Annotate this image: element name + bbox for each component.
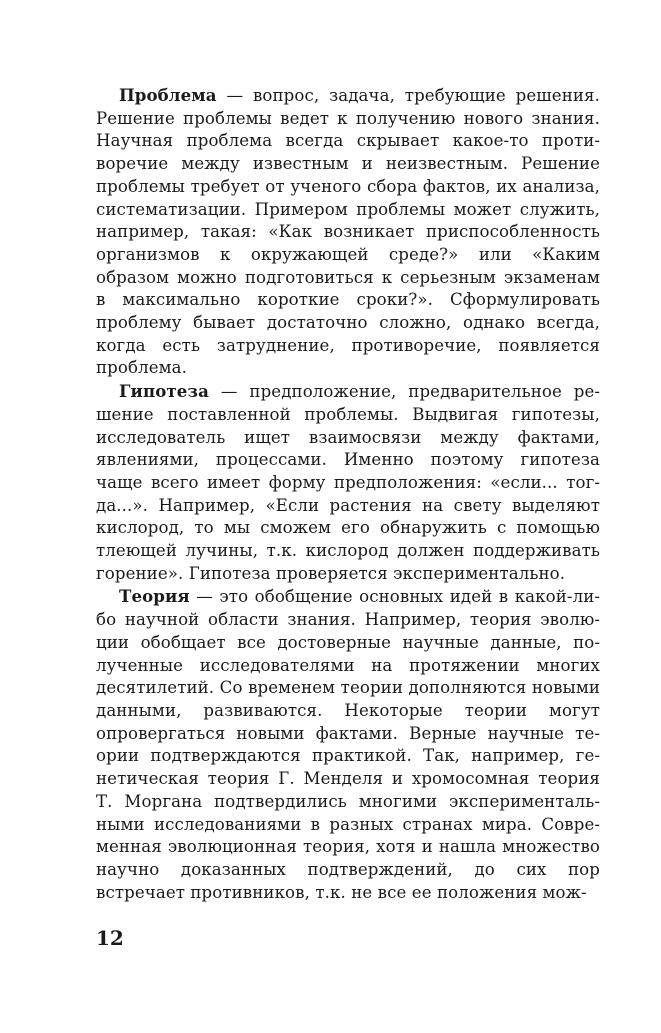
definition-theory: — это обобщение основных идей в какой-либо научной области знания. Например, теория эволюции обобщает все достоверные научные данные, полученные исследователями на протяжении многих десятилетий. Со временем теории дополняются новыми данными, развиваются. Некоторые теории могут опровергаться новыми фактами. Верные научные теории подтверждаются практикой. Так, например, генетическая теория Г. Менделя и хромосомная теория Т. Моргана подтвердились многими экспериментальными исследованиями в разных странах мира. Современная эволюционная теория, хотя и нашла множество научно доказанных подтверждений, до сих пор встречает противников, т.к. не все ее положения мож- [96,587,600,902]
paragraph-problem [96,84,600,380]
definition-hypothesis: — предположение, предварительное решение поставленной проблемы. Выдвигая гипотезы, исследователь ищет взаимосвязи между фактами, явлениями, процессами. Именно поэтому гипотеза чаще всего имеет форму предположения: «если... тогда...». Например, «Если растения на свету выделяют кислород, то мы сможем его обнаружить с помощью тлеющей лучины, т.к. кислород должен поддерживать горение». Гипотеза проверяется экспериментально. [96,382,600,583]
paragraph-theory [96,585,600,904]
paragraph-hypothesis [96,380,600,585]
page-number: 12 [96,926,124,950]
term-theory: Теория [119,586,190,607]
term-hypothesis: Гипотеза [119,381,209,402]
body-text [96,84,600,904]
term-problem: Проблема [119,85,217,105]
definition-problem: — вопрос, задача, требующие решения. Решение проблемы ведет к получению нового знания. Научная проблема всегда скрывает какое-то противоречие между известным и неизвестным. Решение проблемы требует от ученого сбора фактов, их анализа, систематизации. Примером проблемы может служить, например, такая: «Как возникает приспособленность организмов к окружающей среде?» или «Каким образом можно подготовиться к серьезным экзаменам в максимально короткие сроки?». Сформулировать проблему бывает достаточно сложно, однако всегда, когда есть затруднение, противоречие, появляется проблема. [96,86,600,378]
